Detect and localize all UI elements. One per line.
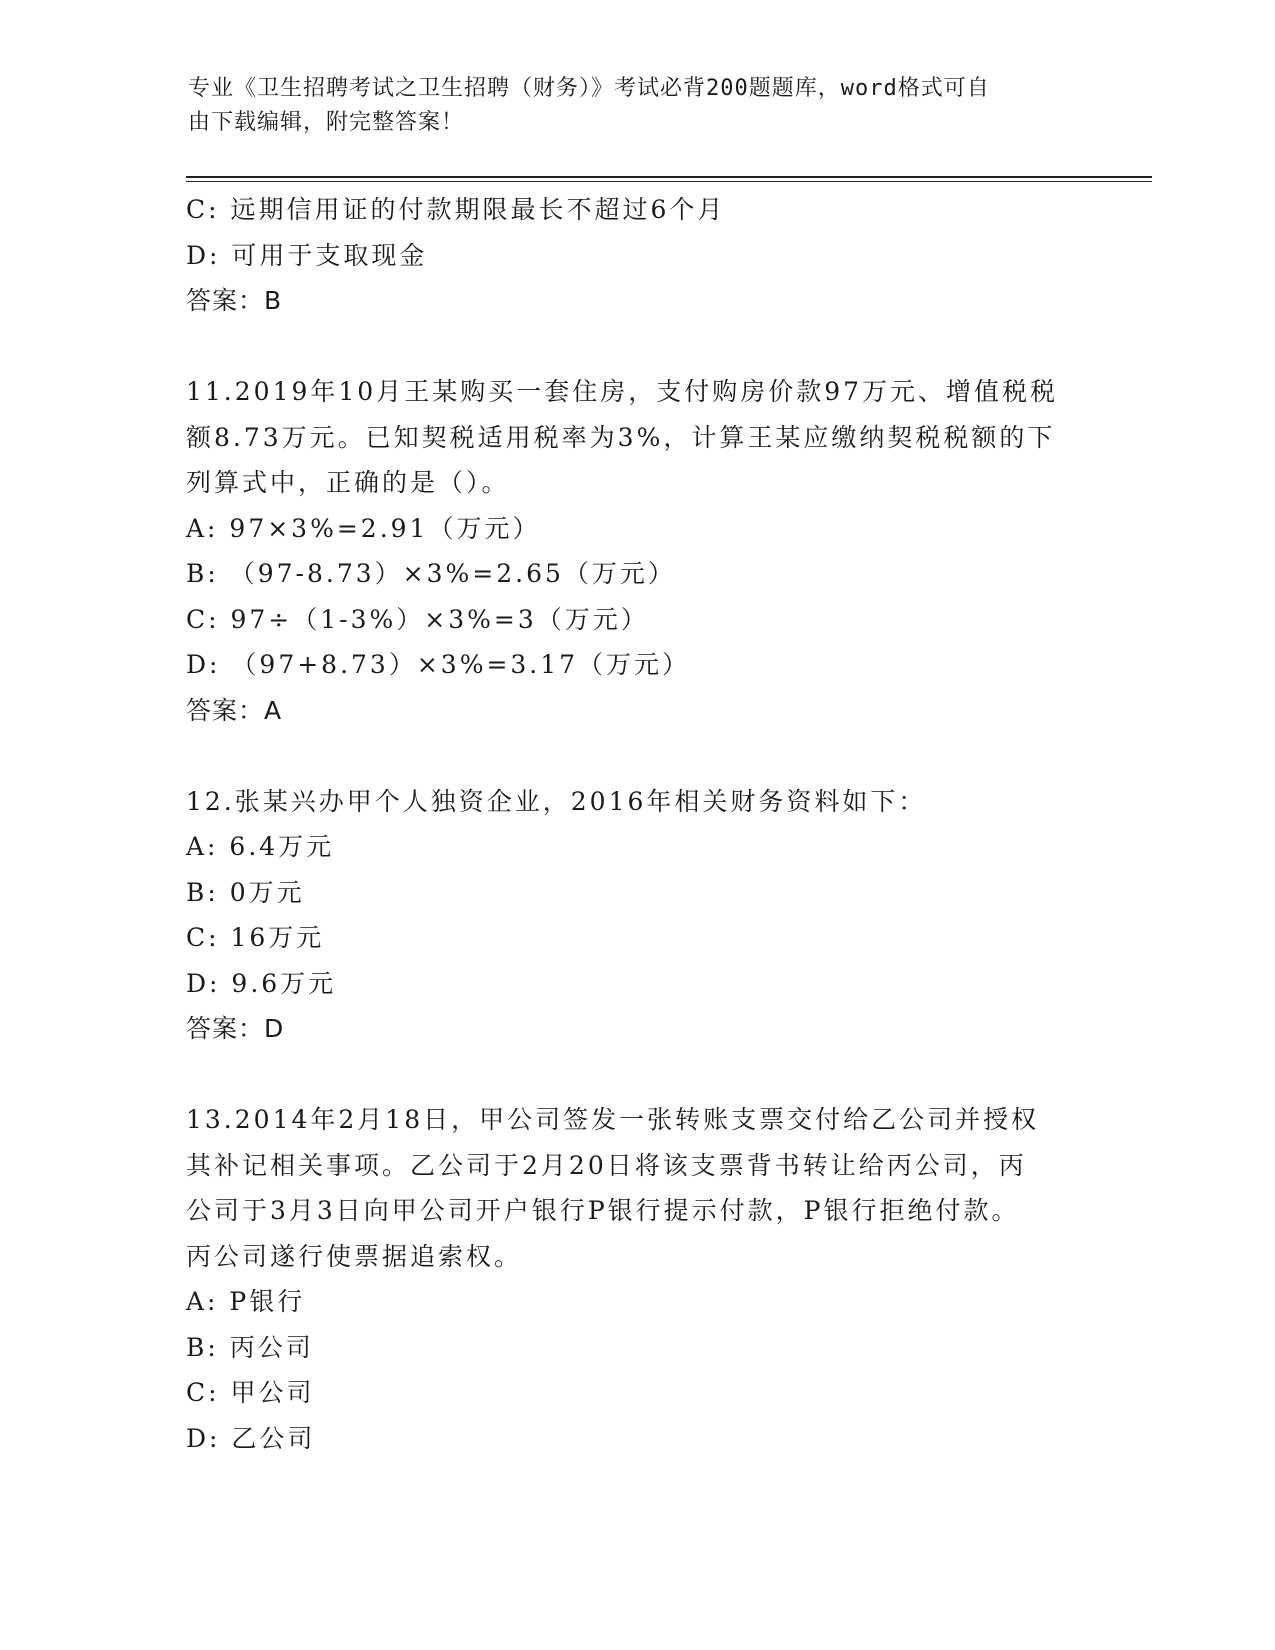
- option-d: D: 乙公司: [186, 1423, 316, 1453]
- question-text: [186, 1097, 1076, 1279]
- answer-line: 答案：A: [186, 695, 283, 725]
- question-text-line: 公司于3月3日向甲公司开户银行P银行提示付款，P银行拒绝付款。: [186, 1196, 1020, 1225]
- answer-line: 答案：B: [186, 286, 283, 315]
- option-a: A: P银行: [186, 1287, 306, 1316]
- option-c: C: 远期信用证的付款期限最长不超过6个月: [186, 195, 726, 224]
- question-text-line: 丙公司遂行使票据追索权。: [186, 1241, 523, 1271]
- header-divider: [186, 176, 1152, 182]
- question-text-line: 额8.73万元。已知契税适用税率为3%，计算王某应缴纳契税税额的下: [186, 422, 1056, 452]
- spacer: [186, 1052, 1086, 1098]
- question-text-line: 12.张某兴办甲个人独资企业，2016年相关财务资料如下：: [186, 786, 927, 816]
- question-13: [186, 1097, 1086, 1461]
- option-d: D: 9.6万元: [186, 968, 337, 998]
- option-d: D: 可用于支取现金: [186, 240, 428, 270]
- option-b: B: 丙公司: [186, 1332, 314, 1362]
- option-d: D: （97+8.73）×3%=3.17（万元）: [186, 650, 691, 679]
- option-b: B: 0万元: [186, 877, 305, 907]
- answer-line: 答案：D: [186, 1014, 285, 1043]
- prev-question-block: [186, 187, 1086, 324]
- spacer: [186, 733, 1086, 779]
- question-text-line: 13.2014年2月18日，甲公司签发一张转账支票交付给乙公司并授权: [186, 1105, 1040, 1134]
- question-text: [186, 779, 1076, 825]
- question-text-line: 列算式中，正确的是（）。: [186, 468, 510, 497]
- question-11: [186, 369, 1086, 733]
- option-c: C: 97÷（1-3%）×3%=3（万元）: [186, 604, 649, 634]
- option-c: C: 甲公司: [186, 1378, 315, 1407]
- option-a: A: 97×3%=2.91（万元）: [186, 513, 541, 543]
- question-text-line: 其补记相关事项。乙公司于2月20日将该支票背书转让给丙公司，丙: [186, 1150, 1027, 1180]
- page-header: [188, 72, 1068, 140]
- question-text: [186, 369, 1076, 506]
- header-line-2: 由下载编辑，附完整答案！: [188, 110, 465, 135]
- option-b: B: （97-8.73）×3%=2.65（万元）: [186, 559, 676, 588]
- option-a: A: 6.4万元: [186, 832, 335, 861]
- header-line-1: 专业《卫生招聘考试之卫生招聘（财务）》考试必背200题题库，word格式可自: [188, 76, 990, 101]
- question-12: [186, 779, 1086, 1052]
- question-text-line: 11.2019年10月王某购买一套住房，支付购房价款97万元、增值税税: [186, 377, 1059, 406]
- document-body: [186, 187, 1086, 1461]
- spacer: [186, 324, 1086, 370]
- option-c: C: 16万元: [186, 923, 325, 952]
